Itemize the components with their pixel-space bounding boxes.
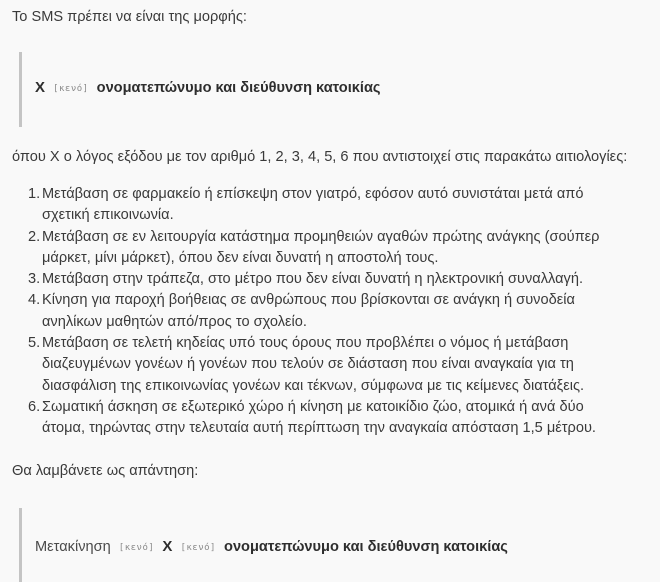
item-line: ανηλίκων μαθητών από/προς το σχολείο. (42, 313, 307, 330)
list-item (0, 397, 640, 440)
list-item (0, 227, 640, 270)
item-number: 6. (28, 398, 41, 415)
list-item (0, 184, 640, 227)
response-example (35, 537, 508, 559)
item-line: μάρκετ, μίνι μάρκετ), όπου δεν είναι δυνατή η αποστολή τους. (42, 249, 439, 266)
item-line: Μετάβαση στην τράπεζα, στο μέτρο που δεν είναι δυνατή η ηλεκτρονική συναλλαγή. (42, 271, 584, 288)
list-item (0, 269, 640, 290)
fields-label: ονοματεπώνυμο και διεύθυνση κατοικίας (96, 80, 381, 96)
space-label: [κενό] (118, 543, 155, 553)
response-prefix: Μετακίνηση (35, 539, 111, 555)
item-line: Σωματική άσκηση σε εξωτερικό χώρο ή κίνηση με κατοικίδιο ζώο, ατομικά ή ανά δύο (42, 398, 584, 415)
response-blockquote-border (19, 508, 22, 582)
item-line: διασφάλιση της επικοινωνίας γονέων και τέκνων, σύμφωνα με τις κείμενες διατάξεις. (42, 377, 585, 394)
reasons-list (0, 184, 640, 440)
item-number: 1. (28, 186, 41, 202)
reason-code: Χ (35, 79, 46, 96)
list-item (0, 290, 640, 333)
space-label: [κενό] (180, 543, 216, 553)
where-text: όπου Χ ο λόγος εξόδου με τον αριθμό 1, 2, 3, 4, 5, 6 που αντιστοιχεί στις παρακάτω αιτιολογίες: (12, 149, 628, 165)
space-label: [κενό] (53, 84, 89, 94)
response-intro-text: Θα λαμβάνετε ως απάντηση: (12, 463, 199, 479)
item-number: 3. (28, 271, 41, 288)
item-line: Κίνηση για παροχή βοήθειας σε ανθρώπους που βρίσκονται σε ανάγκη ή συνοδεία (42, 292, 575, 309)
format-blockquote-border (19, 52, 22, 127)
intro-text: Το SMS πρέπει να είναι της μορφής: (12, 9, 247, 25)
item-line: Μετάβαση σε εν λειτουργία κατάστημα προμηθειών αγαθών πρώτης ανάγκης (σούπερ (42, 228, 600, 245)
item-line: διαζευγμένων γονέων ή γονέων που τελούν σε διάσταση που είναι αναγκαία για τη (42, 356, 574, 373)
reason-code: Χ (162, 538, 173, 555)
item-line: Μετάβαση σε φαρμακείο ή επίσκεψη στον γιατρό, εφόσον αυτό συνιστάται μετά από (42, 186, 584, 202)
item-number: 4. (28, 292, 41, 309)
fields-label: ονοματεπώνυμο και διεύθυνση κατοικίας (224, 539, 508, 555)
item-number: 2. (28, 228, 41, 245)
item-line: άτομα, τηρώντας στην τελευταία αυτή περίπτωση την αναγκαία απόσταση 1,5 μέτρου. (42, 420, 596, 437)
item-number: 5. (28, 335, 41, 352)
item-line: σχετική επικοινωνία. (42, 207, 174, 224)
list-item (0, 333, 640, 397)
item-line: Μετάβαση σε τελετή κηδείας υπό τους όρους που προβλέπει ο νόμος ή μετάβαση (42, 335, 569, 352)
sms-format-example (35, 78, 381, 100)
